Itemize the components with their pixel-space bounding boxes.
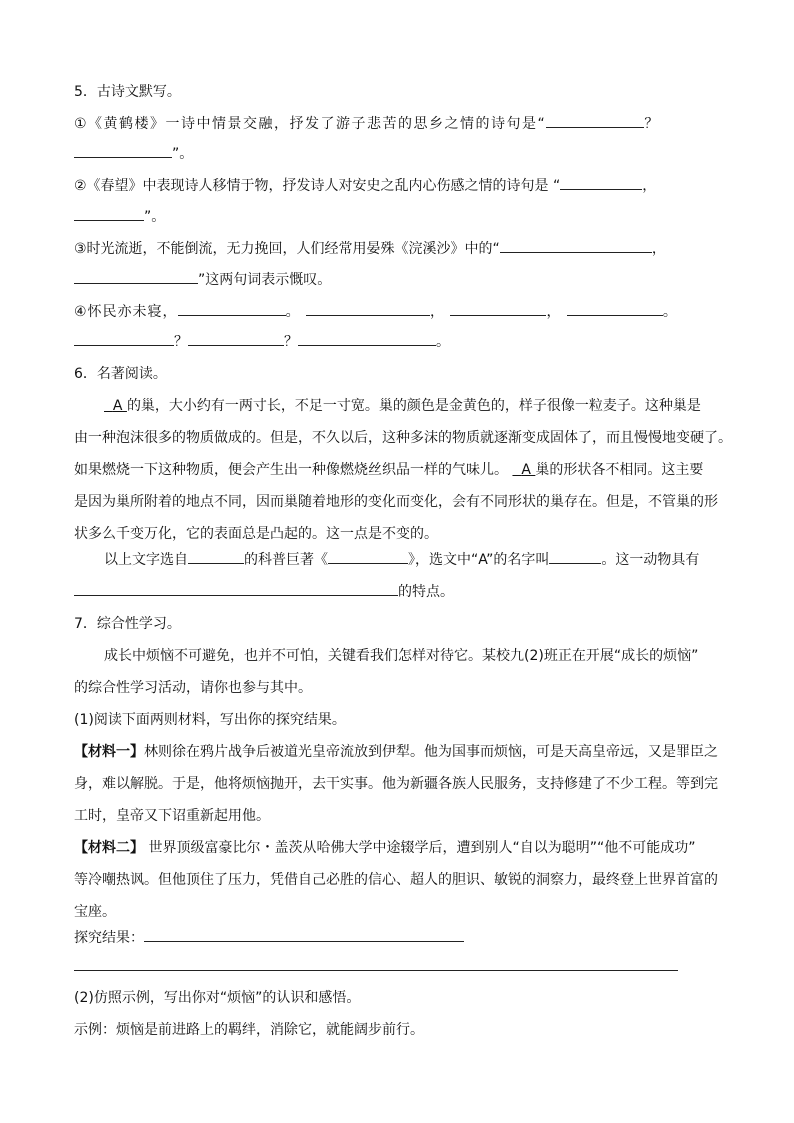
q7-title: 7．综合性学习。 (74, 616, 181, 632)
blank[interactable] (500, 237, 652, 253)
blank[interactable] (306, 300, 430, 316)
q6-passage-line5: 状多么千变万化，它的表面总是凸起的。这一点是不变的。 (74, 526, 438, 542)
blank[interactable] (74, 330, 174, 346)
q5-item3-cont: ”这两句词表示慨叹。 (74, 268, 724, 292)
q5-item2-text: ②《春望》中表现诗人移情于物，抒发诗人对安史之乱内心伤感之情的诗句是 “ (74, 178, 561, 194)
mark-a: A (521, 462, 531, 478)
blank[interactable] (546, 112, 644, 128)
blank[interactable] (74, 205, 144, 221)
material-2-line3: 宝座。 (74, 904, 116, 920)
q7-intro-line2: 的综合性学习活动，请你也参与其中。 (74, 680, 312, 696)
q7-sub2: (2)仿照示例，写出你对“烦恼”的认识和感悟。 (74, 990, 361, 1006)
result-line (74, 926, 724, 950)
result-blank[interactable] (144, 926, 464, 942)
material-1-label: 【材料一】 (74, 744, 144, 760)
q7-sub1: (1)阅读下面两则材料，写出你的探究结果。 (74, 712, 346, 728)
material-2-line2: 等冷嘲热讽。但他顶住了压力，凭借自己必胜的信心、超人的胆识、敏锐的洞察力，最终登上世界首富的 (74, 872, 718, 888)
material-2-line1: 【材料二】 世界顶级富豪比尔・盖茨从哈佛大学中途辍学后，遭到别人“自以为聪明”“他不可能成功” (74, 840, 696, 856)
q6-passage-line2: 由一种泡沫很多的物质做成的。但是，不久以后，这种多沫的物质就逐渐变成固体了，而且慢慢地变硬了。 (74, 430, 732, 446)
blank[interactable] (74, 268, 198, 284)
blank[interactable] (560, 174, 642, 190)
q5-item3-text: ③时光流逝，不能倒流，无力挽回，人们经常用晏殊《浣溪沙》中的“ (74, 241, 500, 257)
blank[interactable] (328, 548, 408, 564)
answer-line[interactable] (74, 970, 678, 971)
q6-question: 以上文字选自 的科普巨著《 》，选文中“A”的名字叫 。这一动物具有 (104, 548, 724, 572)
q5-item2: ②《春望》中表现诗人移情于物，抒发诗人对安史之乱内心伤感之情的诗句是 “ ， (74, 174, 724, 198)
q7-example: 示例：烦恼是前进路上的羁绊，消除它，就能阔步前行。 (74, 1022, 424, 1038)
result-label: 探究结果： (74, 930, 144, 946)
blank[interactable] (178, 300, 286, 316)
q6-question-cont: 的特点。 (74, 580, 724, 604)
q6-passage-line3: 如果燃烧一下这种物质，便会产生出一种像燃烧丝织品一样的气味儿。 A 巢的形状各不相同。这主要 (74, 462, 704, 478)
blank[interactable] (450, 300, 546, 316)
q5-item1-cont: ”。 (74, 142, 724, 166)
q5-item1: ①《黄鹤楼》一诗中情景交融，抒发了游子悲苦的思乡之情的诗句是“ ？ (74, 112, 724, 136)
mark-a: A (112, 398, 123, 414)
material-1-line3: 工时，皇帝又下诏重新起用他。 (74, 808, 270, 824)
blank[interactable] (549, 548, 601, 564)
q5-title: 5．古诗文默写。 (74, 84, 181, 100)
blank[interactable] (74, 142, 172, 158)
blank[interactable] (567, 300, 663, 316)
blank[interactable] (188, 330, 284, 346)
q7-intro-line1: 成长中烦恼不可避免，也并不可怕，关键看我们怎样对待它。某校九(2)班正在开展“成长的烦恼” (104, 648, 699, 664)
blank[interactable] (298, 330, 436, 346)
q5-item4-text: ④怀民亦未寝， (74, 304, 178, 320)
q6-title: 6．名著阅读。 (74, 366, 167, 382)
q5-item4-cont: ？ ？ 。 (74, 330, 724, 354)
q6-passage-line4: 是因为巢所附着的地点不同，因而巢随着地形的变化而变化，会有不同形状的巢存在。但是，不管巢的形 (74, 494, 718, 510)
q5-item1-text: ①《黄鹤楼》一诗中情景交融，抒发了游子悲苦的思乡之情的诗句是“ (74, 116, 547, 132)
q5-item2-cont: ”。 (74, 205, 724, 229)
blank[interactable] (74, 580, 398, 596)
q5-item4: ④怀民亦未寝， 。 ， ， 。 (74, 300, 724, 324)
material-2-label: 【材料二】 (74, 840, 144, 856)
material-1-line2: 身，难以解脱。于是，他将烦恼抛开，去干实事。他为新疆各族人民服务，支持修建了不少工程。等到完 (74, 776, 718, 792)
q6-passage-line1: A 的巢，大小约有一两寸长，不足一寸宽。巢的颜色是金黄色的，样子很像一粒麦子。这种巢是 (104, 394, 724, 418)
material-1-line1: 【材料一】林则徐在鸦片战争后被道光皇帝流放到伊犁。他为国事而烦恼，可是天高皇帝远，又是罪臣之 (74, 744, 718, 760)
blank[interactable] (188, 548, 244, 564)
q5-item3: ③时光流逝，不能倒流，无力挽回，人们经常用晏殊《浣溪沙》中的“ ， (74, 237, 724, 261)
